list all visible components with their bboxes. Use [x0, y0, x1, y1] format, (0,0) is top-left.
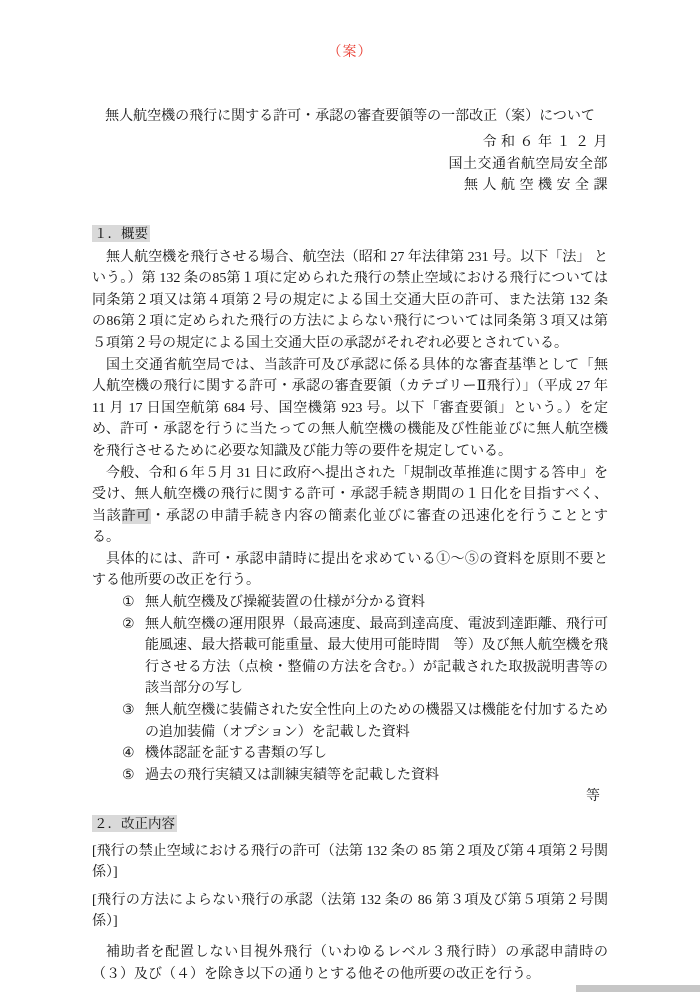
list-item-text: 無人航空機及び操縦装置の仕様が分かる資料	[145, 595, 425, 611]
section-2-heading	[92, 813, 608, 835]
bracket-line-approval: [飛行の方法によらない飛行の承認（法第 132 条の 86 第３項及び第５項第２号関係）]	[92, 892, 608, 930]
list-item-text: 無人航空機の運用限界（最高速度、最高到達高度、電波到達距離、飛行可能風速、最大搭載可能重量、最大使用可能時間 等）及び無人航空機を飛行させる方法（点検・整備の方法を含む。）が記載された取扱説明書等の該当部分の写し	[145, 616, 608, 697]
list-item-number: ①	[122, 595, 135, 611]
overview-paragraph-2: 国土交通省航空局では、当該許可及び承認に係る具体的な審査基準として「無人航空機の飛行に関する許可・承認の審査要領（カテゴリーⅡ飛行）」（平成 27 年 11 月 17 日国空航第 684 号、国空機第 923 号。以下「審査要領」という。）を定め、許可・承認を行うに当たっての無人航空機の機能及び性能並びに無人航空機を飛行させるために必要な知識及び能力等の要件を規定している。	[92, 357, 608, 459]
list-item-text: 機体認証を証する書類の写し	[145, 746, 327, 762]
department-line-1: 国土交通省航空局安全部	[448, 156, 608, 172]
department-line-2: 無 人 航 空 機 安 全 課	[464, 178, 608, 194]
paragraph-3-text-before: 今般、令和６年５月 31 日に政府へ提出された「規制改革推進に関する答申」を受け、無人航空機の飛行に関する許可・承認手続き期間の１日化を目指すべく、当該	[92, 465, 608, 524]
draft-label: （案）	[327, 45, 373, 60]
list-item-number: ②	[122, 616, 135, 632]
section-1-heading	[92, 223, 608, 245]
document-byline	[92, 132, 608, 197]
section-2-heading-text: ２．改正内容	[94, 816, 175, 831]
document-title: 無人航空機の飛行に関する許可・承認の審査要領等の一部改正（案）について	[105, 108, 595, 124]
date-line: 令 和 ６ 年 １ ２ 月	[482, 135, 608, 151]
list-item-text: 無人航空機に装備された安全性向上のための機器又は機能を付加するための追加装備（オプション）を記載した資料	[145, 703, 608, 740]
bracket-line-permission: [飛行の禁止空域における飛行の許可（法第 132 条の 85 第２項及び第４項第２号関係）]	[92, 843, 608, 881]
section-1-heading-text: １．概要	[94, 225, 148, 241]
list-item	[122, 614, 608, 700]
overview-paragraph-1: 無人航空機を飛行させる場合、航空法（昭和 27 年法律第 231 号。以下「法」 という。）第 132 条の85第１項に定められた飛行の禁止空域における飛行については同条第２項又は第４項第２号の規定による国土交通大臣の許可、また法第 132 条の86第２項に定められた飛行の方法によらない飛行については同条第３項又は第５項第２号の規定による国土交通大臣の承認がそれぞれ必要とされている。	[92, 249, 608, 351]
list-item-text: 過去の飛行実績又は訓練実績等を記載した資料	[145, 767, 439, 783]
horizontal-scrollbar-thumb[interactable]	[576, 985, 700, 992]
overview-paragraph-3	[92, 463, 608, 549]
etc-label: 等	[586, 789, 600, 805]
list-item	[122, 743, 608, 765]
list-item	[122, 592, 608, 614]
highlighted-text: 許可	[121, 508, 152, 524]
amendment-paragraph: 補助者を配置しない目視外飛行（いわゆるレベル３飛行時）の承認申請時の（３）及び（４）を除き以下の通りとする他その他所要の改正を行う。	[92, 944, 608, 982]
overview-paragraph-4: 具体的には、許可・承認申請時に提出を求めている①～⑤の資料を原則不要とする他所要の改正を行う。	[92, 551, 608, 589]
required-documents-list	[92, 592, 608, 786]
paragraph-3-text-after: ・承認の申請手続き内容の簡素化並びに審査の迅速化を行うこととする。	[92, 508, 609, 546]
list-item	[122, 700, 608, 743]
list-item-number: ④	[122, 746, 135, 762]
list-item-number: ③	[122, 703, 135, 719]
list-item	[122, 765, 608, 787]
list-item-number: ⑤	[122, 767, 135, 783]
